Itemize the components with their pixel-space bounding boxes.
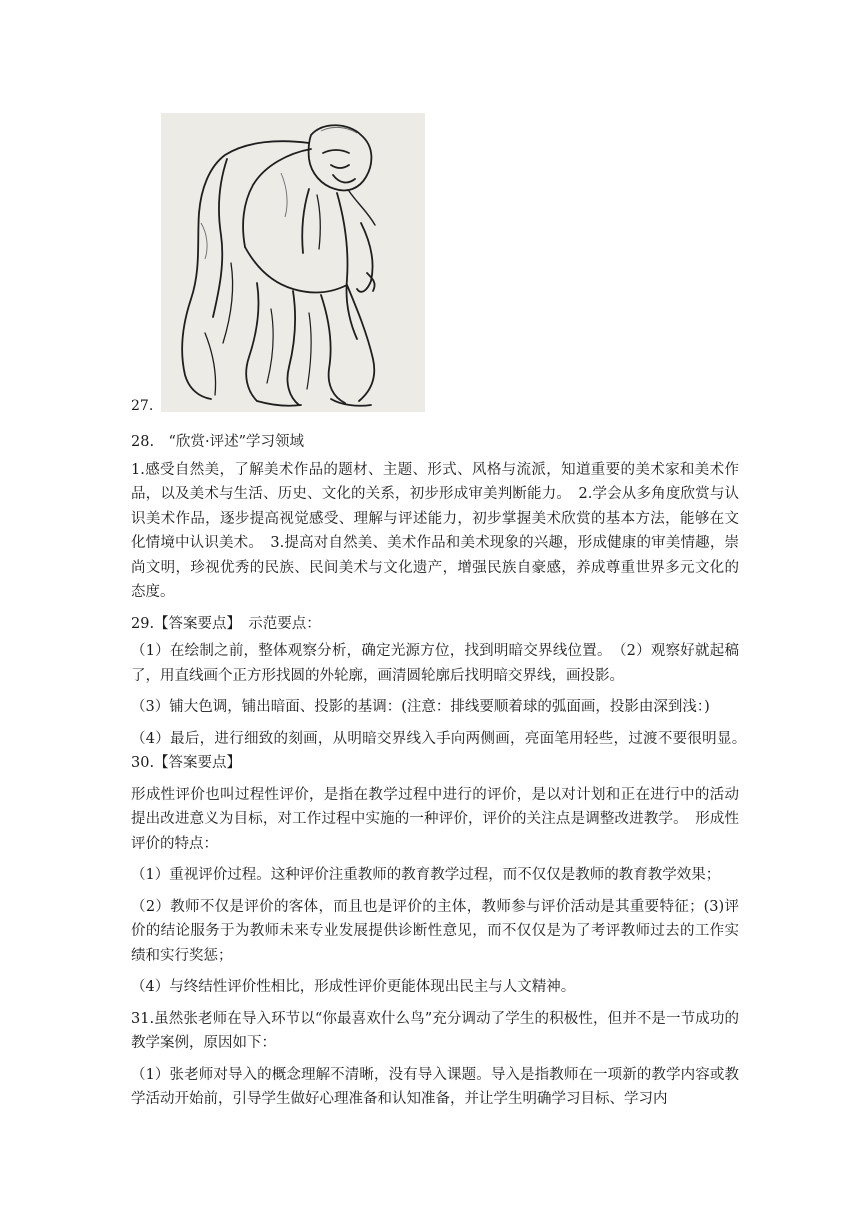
q29-title: 29.【答案要点】 示范要点：: [131, 615, 321, 632]
q30-feature-1: （1）重视评价过程。这种评价注重教师的教育教学过程，而不仅仅是教师的教育教学效果；: [131, 867, 721, 883]
figure-sketch-image: [161, 113, 425, 412]
q28-body: 1.感受自然美，了解美术作品的题材、主题、形式、风格与流派，知道重要的美术家和美术作品，以及美术与生活、历史、文化的关系，初步形成审美判断能力。 2.学会从多角度欣赏与认识美术作品，逐步提高视觉感受、理解与评述能力，初步掌握美术欣赏的基本方法，能够在文化情境中认识美术。 3.提高对自然美、美术作品和美术现象的兴趣，形成健康的审美情趣，崇尚文明，珍视优秀的民族、民间美术与文化遗产，增强民族自豪感，养成尊重世界多元文化的态度。: [131, 461, 739, 600]
q29-step-3: （3）铺大色调，铺出暗面、投影的基调：(注意：排线要顺着球的弧面画，投影由深到浅：): [131, 699, 710, 715]
q29-step-1-2: （1）在绘制之前，整体观察分析，确定光源方位，找到明暗交界线位置。 （2）观察好就起稿了，用直线画个正方形找圆的外轮廓，画清圆轮廓后找明暗交界线，画投影。: [131, 643, 739, 684]
q31-intro: 31.虽然张老师在导入环节以“你最喜欢什么鸟”充分调动了学生的积极性，但并不是一节成功的教学案例，原因如下：: [131, 1010, 739, 1051]
q30-feature-4: （4）与终结性评价性相比，形成性评价更能体现出民主与人文精神。: [131, 979, 576, 995]
ink-figure-drawing: [161, 113, 425, 412]
q28-title: 28. “欣赏·评述”学习领域: [131, 434, 304, 450]
q31-reason-1: （1）张老师对导入的概念理解不清晰，没有导入课题。导入是指教师在一项新的教学内容或教学活动开始前，引导学生做好心理准备和认知准备，并让学生明确学习目标、学习内: [131, 1066, 739, 1107]
q29-step-4: （4）最后，进行细致的刻画，从明暗交界线入手向两侧画，亮面笔用轻些，过渡不要很明显。 30.【答案要点】: [131, 730, 754, 771]
q30-feature-2-3: （2）教师不仅是评价的客体，而且也是评价的主体，教师参与评价活动是其重要特征；(3)评价的结论服务于为教师未来专业发展提供诊断性意见，而不仅仅是为了考评教师过去的工作实绩和实行奖惩；: [131, 898, 739, 964]
question-27-number: 27.: [131, 398, 154, 414]
answer-text-body: [131, 430, 754, 1119]
q30-definition: 形成性评价也叫过程性评价，是指在教学过程中进行的评价，是以对计划和正在进行中的活动提出改进意义为目标，对工作过程中实施的一种评价，评价的关注点是调整改进教学。 形成性评价的特点：: [131, 786, 739, 852]
